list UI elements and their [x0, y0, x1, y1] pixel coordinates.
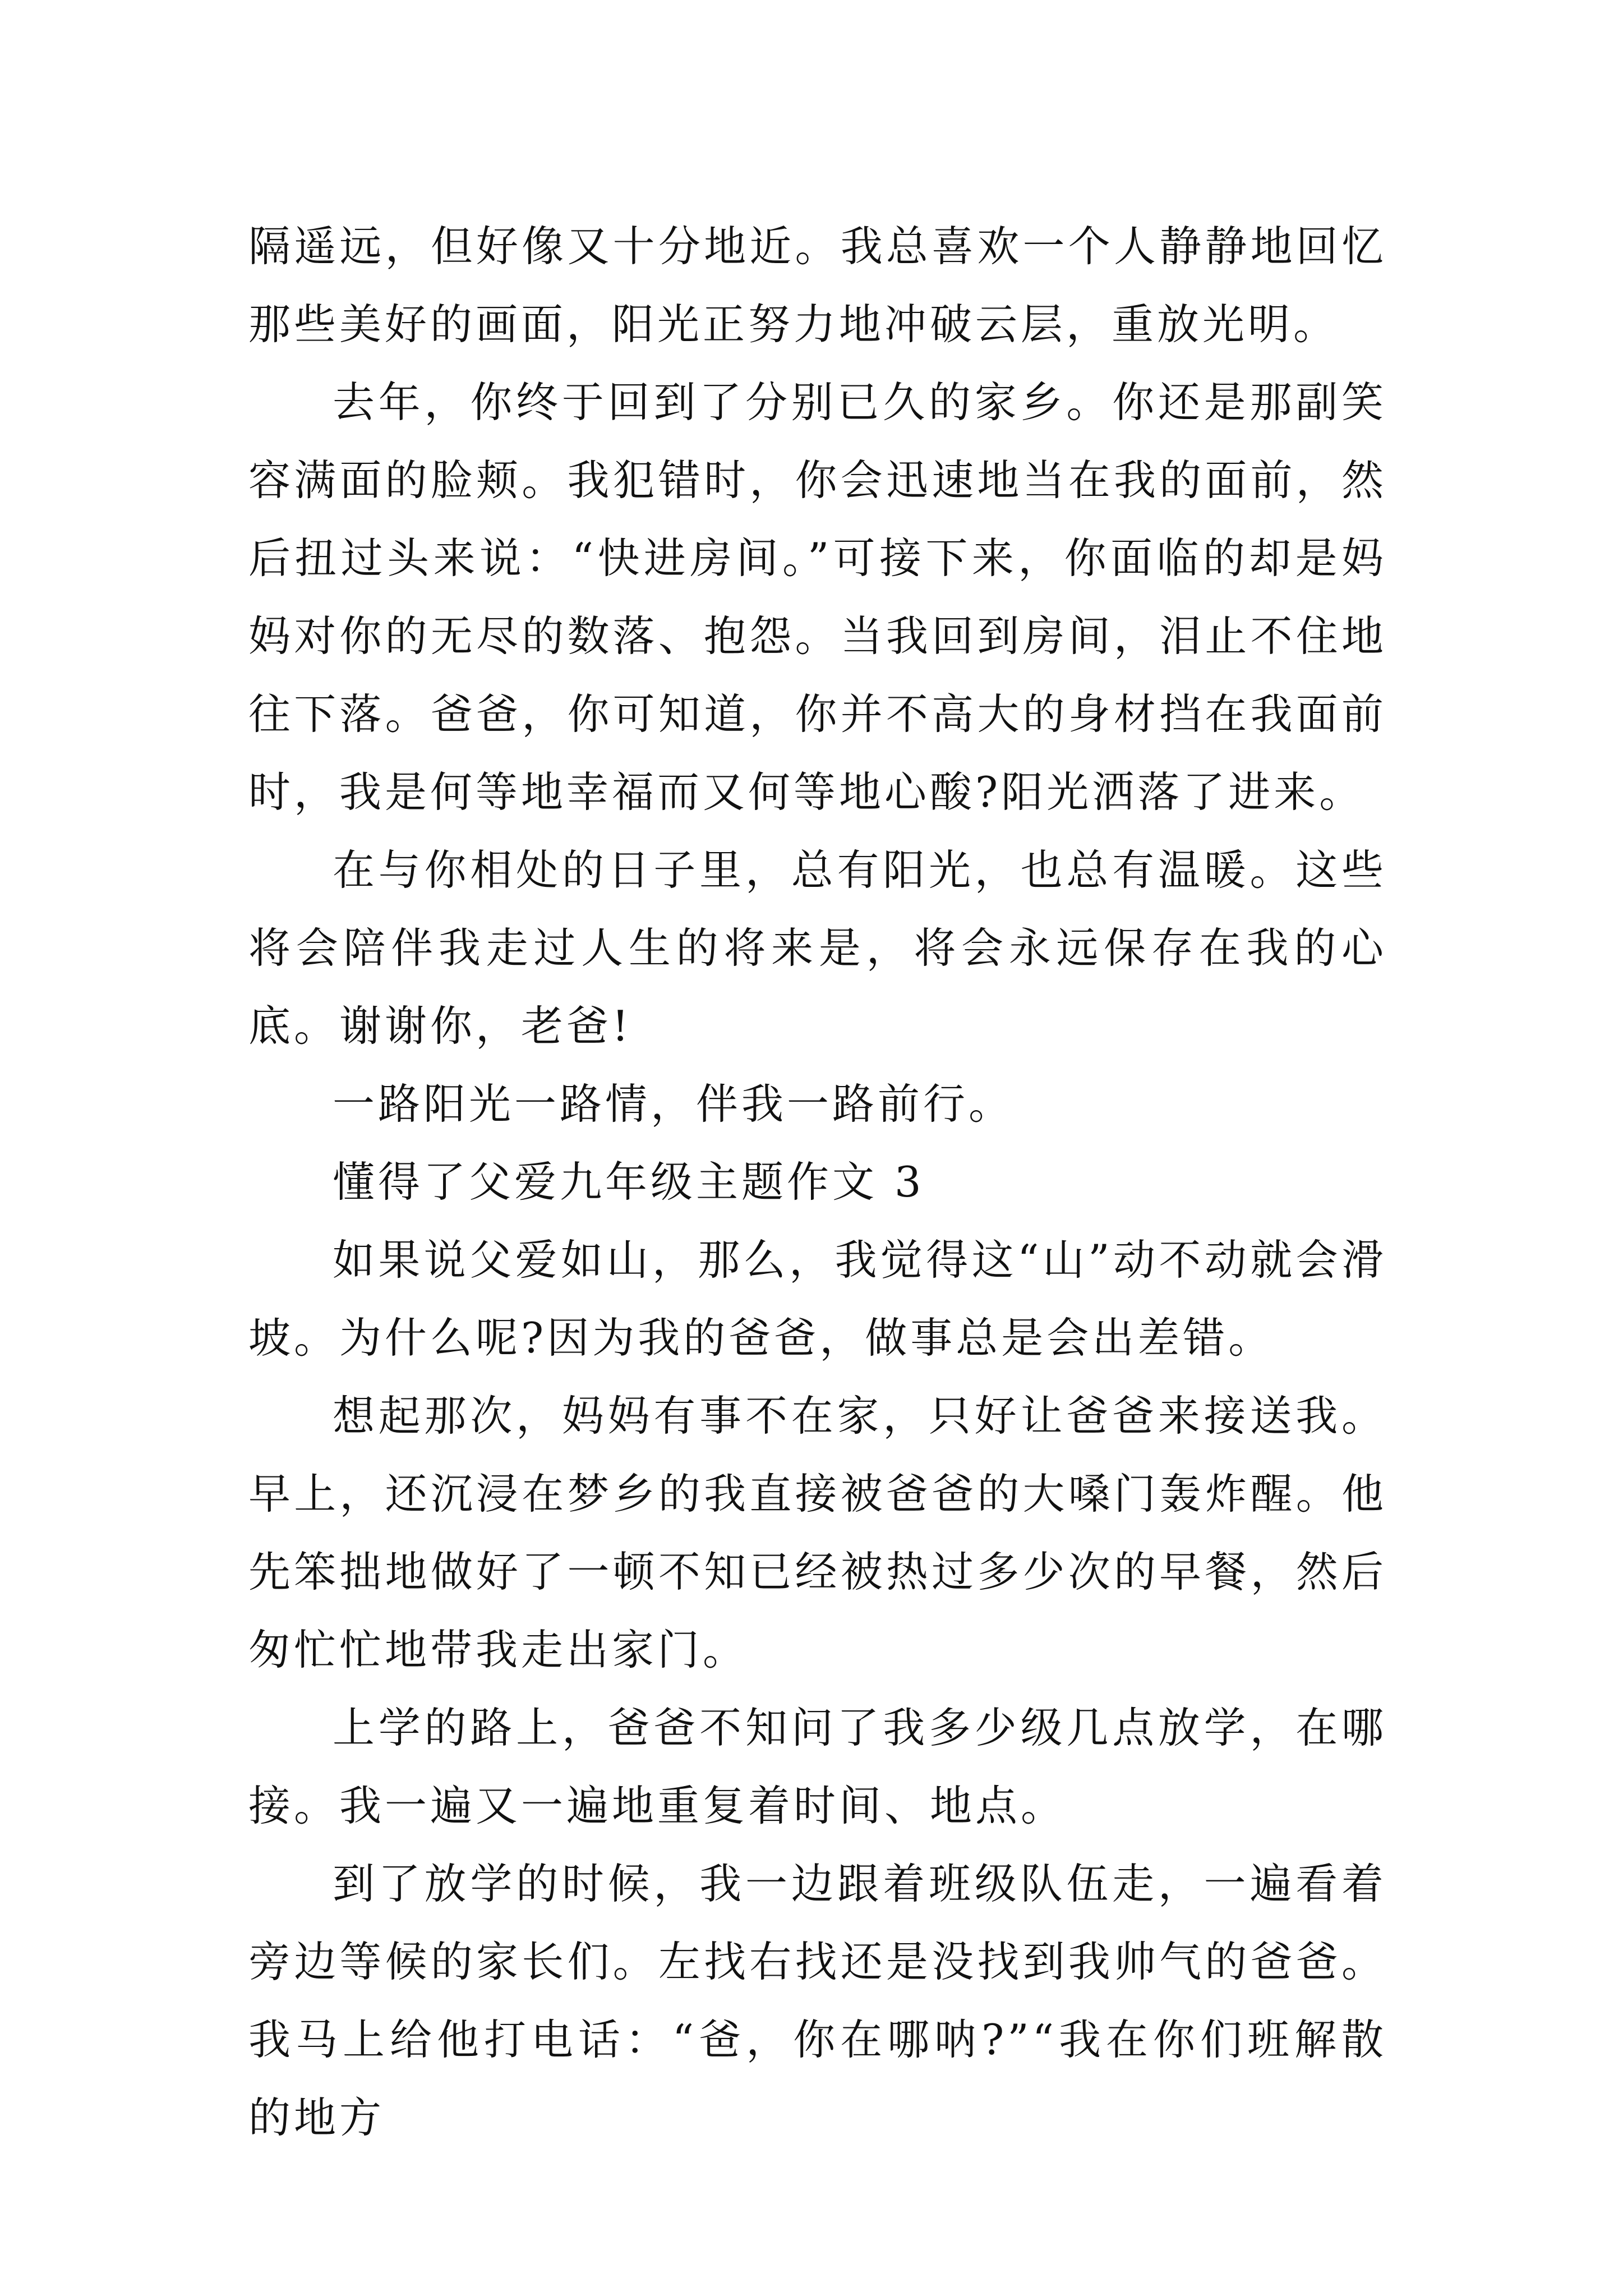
paragraph-way-to-school: 上学的路上，爸爸不知问了我多少级几点放学，在哪接。我一遍又一遍地重复着时间、地点。	[248, 1703, 1387, 1830]
paragraph-closing-line: 一路阳光一路情，伴我一路前行。	[333, 1079, 1015, 1129]
essay-heading: 懂得了父爱九年级主题作文 3	[333, 1157, 925, 1207]
paragraph-continued: 隔遥远，但好像又十分地近。我总喜欢一个人静静地回忆那些美好的画面，阳光正努力地冲破云层，重放光明。	[248, 222, 1387, 349]
paragraph-morning: 想起那次，妈妈有事不在家，只好让爸爸来接送我。早上，还沉浸在梦乡的我直接被爸爸的大嗓门轰炸醒。他先笨拙地做好了一顿不知已经被热过多少次的早餐，然后匆忙忙地带我走出家门。	[248, 1391, 1387, 1674]
paragraph-sunshine-warmth: 在与你相处的日子里，总有阳光，也总有温暖。这些将会陪伴我走过人生的将来是，将会永远保存在我的心底。谢谢你，老爸!	[248, 845, 1387, 1051]
essay-text	[248, 208, 1387, 2157]
paragraph-mountain: 如果说父爱如山，那么，我觉得这“山”动不动就会滑坡。为什么呢?因为我的爸爸，做事总是会出差错。	[248, 1235, 1387, 1363]
paragraph-return-home: 去年，你终于回到了分别已久的家乡。你还是那副笑容满面的脸颊。我犯错时，你会迅速地当在我的面前，然后扭过头来说：“快进房间。”可接下来，你面临的却是妈妈对你的无尽的数落、抱怨。当我回到房间，泪止不住地往下落。爸爸，你可知道，你并不高大的身材挡在我面前时，我是何等地幸福而又何等地心酸?阳光洒落了进来。	[248, 378, 1387, 817]
paragraph-after-school: 到了放学的时候，我一边跟着班级队伍走，一遍看着旁边等候的家长们。左找右找还是没找到我帅气的爸爸。我马上给他打电话：“爸，你在哪呐?”“我在你们班解散的地方	[248, 1859, 1387, 2142]
